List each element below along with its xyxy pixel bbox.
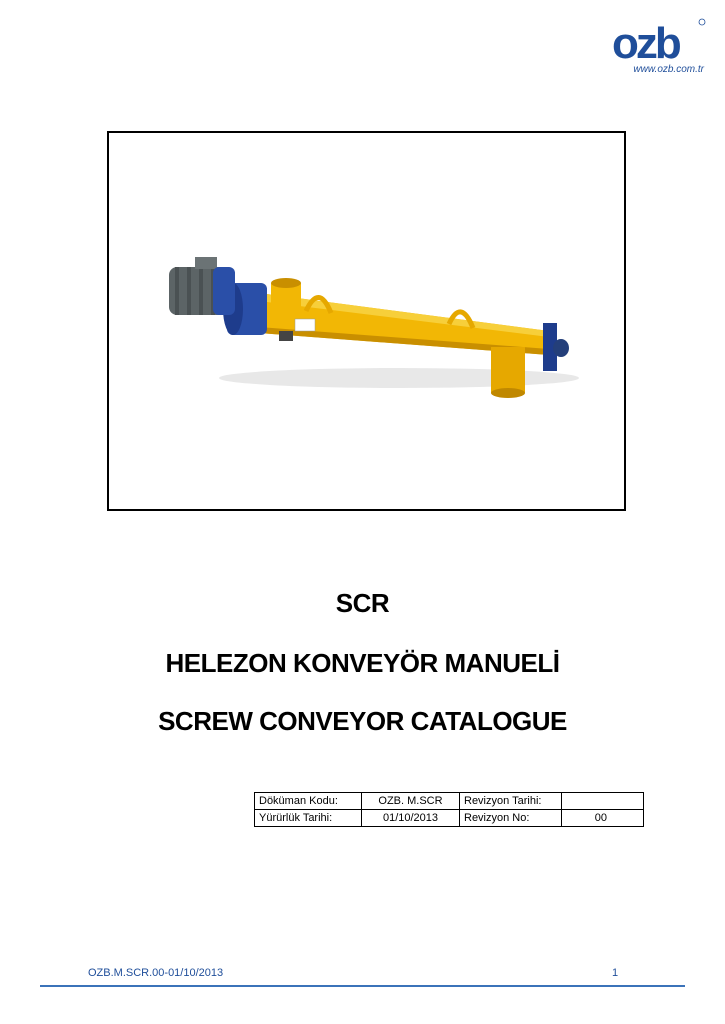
- website-url: www.ozb.com.tr: [633, 64, 704, 75]
- footer-doc-code: OZB.M.SCR.00-01/10/2013: [88, 967, 224, 979]
- logo-text: ozb: [612, 19, 679, 68]
- document-info-table: [254, 792, 644, 827]
- revision-no-value: 00: [562, 810, 644, 827]
- revision-date-value: [562, 793, 644, 810]
- english-title: SCREW CONVEYOR CATALOGUE: [158, 706, 567, 736]
- table-row: [255, 793, 644, 810]
- page-number: 1: [612, 967, 619, 979]
- revision-no-label: Revizyon No:: [460, 810, 562, 827]
- doc-code-value: OZB. M.SCR: [362, 793, 460, 810]
- turkish-title: HELEZON KONVEYÖR MANUELİ: [165, 648, 560, 678]
- screw-conveyor-photo: [109, 133, 624, 509]
- doc-code-label: Döküman Kodu:: [255, 793, 362, 810]
- table-row: [255, 810, 644, 827]
- footer-divider: [40, 985, 685, 987]
- product-photo-frame: [107, 131, 626, 511]
- effective-date-value: 01/10/2013: [362, 810, 460, 827]
- effective-date-label: Yürürlük Tarihi:: [255, 810, 362, 827]
- revision-date-label: Revizyon Tarihi:: [460, 793, 562, 810]
- model-title: SCR: [335, 588, 390, 618]
